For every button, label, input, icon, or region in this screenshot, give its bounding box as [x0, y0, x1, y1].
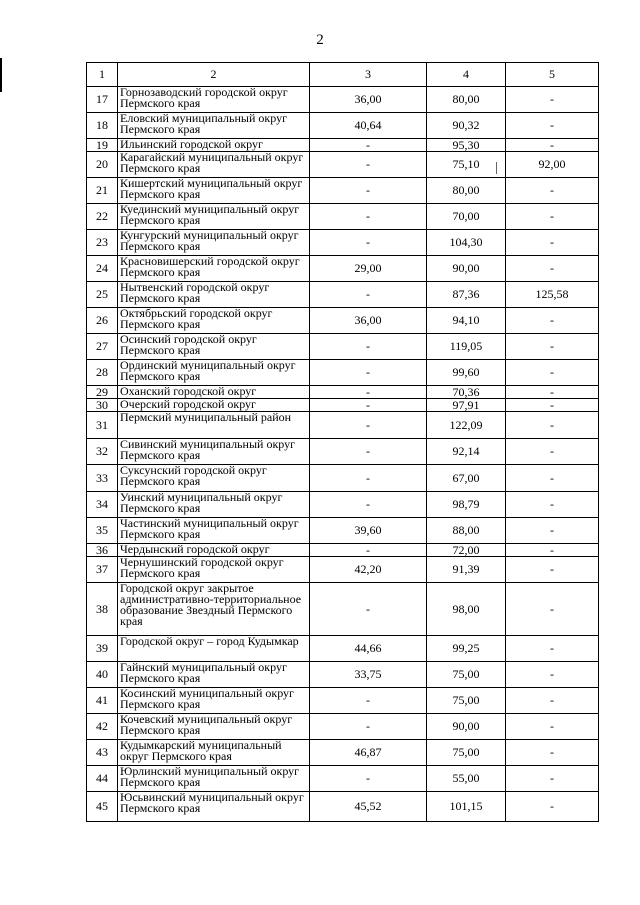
municipality-name: Карагайский муниципальный округ Пермского края — [118, 152, 310, 178]
municipality-name: Осинский городской округ Пермского края — [118, 334, 310, 360]
value-col-4: 95,30 — [427, 139, 506, 152]
value-col-3: - — [310, 282, 427, 308]
value-col-4: 90,00 — [427, 256, 506, 282]
value-col-5: - — [506, 465, 599, 492]
table-row — [87, 282, 599, 308]
value-col-3: 36,00 — [310, 87, 427, 113]
value-col-4: 75,00 — [427, 688, 506, 714]
row-number: 34 — [87, 492, 118, 518]
page-number: 2 — [316, 32, 324, 48]
value-col-3: 29,00 — [310, 256, 427, 282]
value-col-3: - — [310, 139, 427, 152]
value-col-4: 104,30 — [427, 230, 506, 256]
table-row — [87, 465, 599, 492]
value-col-3: - — [310, 439, 427, 465]
municipality-name: Городской округ закрытое административно-территориальное образование Звездный Пермского края — [118, 583, 310, 636]
value-col-4: 70,00 — [427, 204, 506, 230]
municipality-name: Октябрьский городской округ Пермского края — [118, 308, 310, 334]
value-col-5: - — [506, 360, 599, 386]
municipality-name: Ординский муниципальный округ Пермского края — [118, 360, 310, 386]
value-col-3: - — [310, 492, 427, 518]
municipality-name: Суксунский городской округ Пермского края — [118, 465, 310, 492]
data-table — [86, 62, 599, 822]
value-col-5: - — [506, 792, 599, 822]
header-col-3: 3 — [310, 63, 427, 87]
value-col-3: - — [310, 152, 427, 178]
value-col-3: - — [310, 412, 427, 439]
value-col-4: 99,25 — [427, 636, 506, 662]
table-row — [87, 492, 599, 518]
table-row — [87, 204, 599, 230]
table-row — [87, 178, 599, 204]
value-col-3: - — [310, 399, 427, 412]
value-col-4: 80,00 — [427, 87, 506, 113]
row-number: 21 — [87, 178, 118, 204]
value-col-4: 75,00 — [427, 662, 506, 688]
municipality-name: Уинский муниципальный округ Пермского края — [118, 492, 310, 518]
value-col-4: 70,36 — [427, 386, 506, 399]
table-row — [87, 662, 599, 688]
value-col-5: - — [506, 583, 599, 636]
table-row — [87, 714, 599, 740]
table-row — [87, 308, 599, 334]
row-number: 42 — [87, 714, 118, 740]
row-number: 29 — [87, 386, 118, 399]
value-col-5: 125,58 — [506, 282, 599, 308]
municipality-name: Косинский муниципальный округ Пермского края — [118, 688, 310, 714]
municipality-name: Кунгурский муниципальный округ Пермского края — [118, 230, 310, 256]
value-col-3: 33,75 — [310, 662, 427, 688]
municipality-name: Еловский муниципальный округ Пермского края — [118, 113, 310, 139]
table-row — [87, 87, 599, 113]
municipality-name: Частинский муниципальный округ Пермского края — [118, 518, 310, 544]
municipality-name: Красновишерский городской округ Пермского края — [118, 256, 310, 282]
value-col-4: 75,10 — [427, 152, 506, 178]
value-col-3: 44,66 — [310, 636, 427, 662]
value-col-5: - — [506, 87, 599, 113]
value-col-5: - — [506, 386, 599, 399]
table-row — [87, 792, 599, 822]
row-number: 19 — [87, 139, 118, 152]
table-row — [87, 230, 599, 256]
value-col-5: - — [506, 204, 599, 230]
value-col-4: 90,32 — [427, 113, 506, 139]
value-col-5: - — [506, 334, 599, 360]
row-number: 31 — [87, 412, 118, 439]
value-col-5: - — [506, 308, 599, 334]
margin-mark — [0, 58, 2, 92]
row-number: 37 — [87, 557, 118, 583]
municipality-name: Гайнский муниципальный округ Пермского края — [118, 662, 310, 688]
row-number: 32 — [87, 439, 118, 465]
value-col-3: - — [310, 688, 427, 714]
value-col-4: 80,00 — [427, 178, 506, 204]
row-number: 24 — [87, 256, 118, 282]
table-row — [87, 439, 599, 465]
row-number: 30 — [87, 399, 118, 412]
table-row — [87, 557, 599, 583]
header-row — [87, 63, 599, 87]
value-col-4: 98,00 — [427, 583, 506, 636]
value-col-4: 122,09 — [427, 412, 506, 439]
value-col-5: - — [506, 740, 599, 766]
value-col-5: - — [506, 113, 599, 139]
row-number: 38 — [87, 583, 118, 636]
municipality-name: Чернушинский городской округ Пермского края — [118, 557, 310, 583]
municipality-name: Горнозаводский городской округ Пермского края — [118, 87, 310, 113]
value-col-5: - — [506, 766, 599, 792]
value-col-3: - — [310, 204, 427, 230]
value-col-4: 98,79 — [427, 492, 506, 518]
value-col-5: - — [506, 139, 599, 152]
row-number: 17 — [87, 87, 118, 113]
value-col-3: - — [310, 360, 427, 386]
value-col-5: - — [506, 518, 599, 544]
row-number: 40 — [87, 662, 118, 688]
value-col-5: - — [506, 412, 599, 439]
row-number: 44 — [87, 766, 118, 792]
value-col-5: - — [506, 399, 599, 412]
table-row — [87, 766, 599, 792]
value-col-5: 92,00 — [506, 152, 599, 178]
table-row — [87, 152, 599, 178]
municipality-name: Кочевский муниципальный округ Пермского края — [118, 714, 310, 740]
value-col-3: 42,20 — [310, 557, 427, 583]
value-col-3: 45,52 — [310, 792, 427, 822]
row-number: 45 — [87, 792, 118, 822]
row-number: 26 — [87, 308, 118, 334]
table-row — [87, 518, 599, 544]
value-col-3: - — [310, 714, 427, 740]
value-col-5: - — [506, 178, 599, 204]
row-number: 35 — [87, 518, 118, 544]
table-row — [87, 583, 599, 636]
municipality-name: Сивинский муниципальный округ Пермского края — [118, 439, 310, 465]
value-col-4: 90,00 — [427, 714, 506, 740]
value-col-4: 88,00 — [427, 518, 506, 544]
row-number: 25 — [87, 282, 118, 308]
municipality-name: Пермский муниципальный район — [118, 412, 310, 439]
value-col-5: - — [506, 256, 599, 282]
municipality-name: Оханский городской округ — [118, 386, 310, 399]
table-row — [87, 334, 599, 360]
value-col-4: 99,60 — [427, 360, 506, 386]
value-col-5: - — [506, 230, 599, 256]
value-col-4: 67,00 — [427, 465, 506, 492]
header-col-5: 5 — [506, 63, 599, 87]
value-col-4: 72,00 — [427, 544, 506, 557]
value-col-4: 55,00 — [427, 766, 506, 792]
header-col-1: 1 — [87, 63, 118, 87]
row-number: 28 — [87, 360, 118, 386]
municipality-name: Чердынский городской округ — [118, 544, 310, 557]
value-col-3: 46,87 — [310, 740, 427, 766]
table-row — [87, 688, 599, 714]
table-row — [87, 740, 599, 766]
municipality-name: Кудымкарский муниципальный округ Пермского края — [118, 740, 310, 766]
municipality-name: Юсьвинский муниципальный округ Пермского края — [118, 792, 310, 822]
value-col-4: 91,39 — [427, 557, 506, 583]
header-col-2: 2 — [118, 63, 310, 87]
table-row — [87, 636, 599, 662]
value-col-3: - — [310, 544, 427, 557]
row-number: 22 — [87, 204, 118, 230]
row-number: 23 — [87, 230, 118, 256]
value-col-4: 75,00 — [427, 740, 506, 766]
municipality-name: Ильинский городской округ — [118, 139, 310, 152]
value-col-3: - — [310, 583, 427, 636]
value-col-4: 92,14 — [427, 439, 506, 465]
row-number: 41 — [87, 688, 118, 714]
value-col-4: 87,36 — [427, 282, 506, 308]
value-col-3: - — [310, 230, 427, 256]
value-col-3: 36,00 — [310, 308, 427, 334]
row-number: 18 — [87, 113, 118, 139]
value-col-5: - — [506, 636, 599, 662]
value-col-5: - — [506, 714, 599, 740]
row-number: 27 — [87, 334, 118, 360]
value-col-5: - — [506, 662, 599, 688]
value-col-4: 94,10 — [427, 308, 506, 334]
value-col-4: 97,91 — [427, 399, 506, 412]
value-col-5: - — [506, 544, 599, 557]
value-col-3: - — [310, 178, 427, 204]
value-col-5: - — [506, 492, 599, 518]
value-col-4: 101,15 — [427, 792, 506, 822]
row-number: 20 — [87, 152, 118, 178]
municipality-name: Городской округ – город Кудымкар — [118, 636, 310, 662]
row-number: 36 — [87, 544, 118, 557]
row-number: 43 — [87, 740, 118, 766]
value-col-3: - — [310, 386, 427, 399]
municipality-name: Куединский муниципальный округ Пермского края — [118, 204, 310, 230]
value-col-3: - — [310, 334, 427, 360]
row-number: 39 — [87, 636, 118, 662]
municipality-name: Юрлинский муниципальный округ Пермского края — [118, 766, 310, 792]
value-col-3: 39,60 — [310, 518, 427, 544]
table-row — [87, 113, 599, 139]
municipality-name: Нытвенский городской округ Пермского края — [118, 282, 310, 308]
value-col-5: - — [506, 557, 599, 583]
row-number: 33 — [87, 465, 118, 492]
value-col-3: - — [310, 766, 427, 792]
municipality-name: Кишертский муниципальный округ Пермского края — [118, 178, 310, 204]
value-col-4: 119,05 — [427, 334, 506, 360]
municipality-name: Очерский городской округ — [118, 399, 310, 412]
value-col-3: - — [310, 465, 427, 492]
header-col-4: 4 — [427, 63, 506, 87]
value-col-3: 40,64 — [310, 113, 427, 139]
table-row — [87, 256, 599, 282]
value-col-5: - — [506, 688, 599, 714]
table-row — [87, 412, 599, 439]
table-row — [87, 360, 599, 386]
value-col-5: - — [506, 439, 599, 465]
